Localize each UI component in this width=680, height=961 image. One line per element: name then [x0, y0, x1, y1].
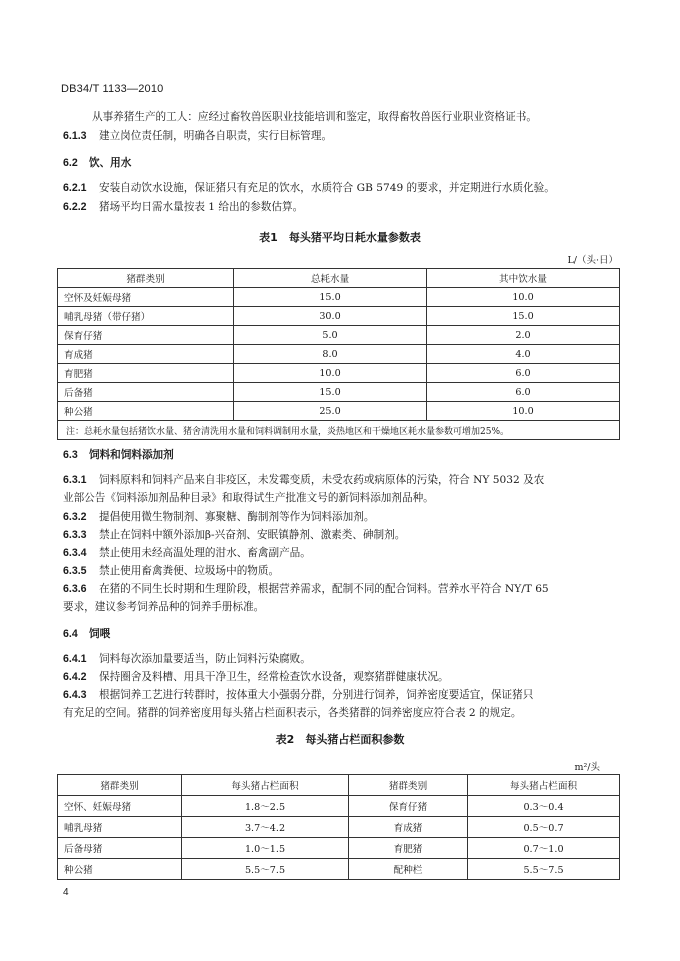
table-row: [58, 345, 620, 364]
table-cell: 1.0～1.5: [182, 838, 349, 859]
table-cell: 哺乳母猪: [58, 817, 182, 838]
clause-text: 猪场平均日需水量按表 1 给出的参数估算。: [99, 201, 304, 213]
clause-text: 保持圈舍及料槽、用具干净卫生，经常检查饮水设备，观察猪群健康状况。: [99, 671, 449, 683]
clause-6-3-5: [63, 564, 279, 578]
section-6-2-heading: [63, 156, 131, 170]
table1: [57, 268, 620, 440]
clause-number: 6.3.5: [63, 565, 87, 577]
table-cell: 0.7～1.0: [468, 838, 620, 859]
table-cell: 1.8～2.5: [182, 796, 349, 817]
clause-number: 6.1.3: [63, 130, 87, 142]
table2-unit: m²/头: [574, 762, 600, 773]
table-row: [58, 817, 620, 838]
clause-number: 6.2.1: [63, 182, 87, 194]
clause-number: 6.3.3: [63, 529, 87, 541]
clause-6-4-1: [63, 652, 311, 666]
clause-number: 6.4.2: [63, 671, 87, 683]
table1-unit: L/（头·日）: [567, 255, 618, 266]
table-cell: 6.0: [427, 383, 620, 402]
table-cell: 4.0: [427, 345, 620, 364]
table-cell: 0.3～0.4: [468, 796, 620, 817]
clause-6-4-3: [63, 688, 533, 702]
table-cell: 育成猪: [349, 817, 468, 838]
table-cell: 5.0: [234, 326, 427, 345]
table-header-row: [58, 269, 620, 288]
table-cell: 哺乳母猪（带仔猪）: [58, 307, 234, 326]
table2: [57, 774, 620, 880]
clause-text: 提倡使用微生物制剂、寡聚糖、酶制剂等作为饲料添加剂。: [99, 511, 375, 523]
section-title: 饲喂: [89, 628, 111, 640]
table-cell: 25.0: [234, 402, 427, 421]
table-row: [58, 796, 620, 817]
table-cell: 5.5～7.5: [468, 859, 620, 880]
clause-number: 6.3.1: [63, 474, 87, 486]
table-row: [58, 364, 620, 383]
table-cell: 3.7～4.2: [182, 817, 349, 838]
intro-paragraph: 从事养猪生产的工人：应经过畜牧兽医职业技能培训和鉴定，取得畜牧兽医行业职业资格证书。: [92, 111, 537, 123]
clause-6-3-2: [63, 510, 374, 524]
clause-text-line1: 饲料原料和饲料产品来自非疫区，未发霉变质，未受农药或病原体的污染，符合 NY 5032 及农: [99, 474, 545, 486]
column-header: 每头猪占栏面积: [182, 775, 349, 796]
table-row: [58, 307, 620, 326]
column-header: 其中饮水量: [427, 269, 620, 288]
table-cell: 后备猪: [58, 383, 234, 402]
section-6-3-heading: [63, 448, 174, 462]
section-title: 饲料和饲料添加剂: [89, 449, 174, 461]
clause-text-line1: 在猪的不同生长时期和生理阶段，根据营养需求，配制不同的配合饲料。营养水平符合 NY/T 65: [99, 583, 549, 595]
column-header: 猪群类别: [58, 269, 234, 288]
clause-number: 6.4.1: [63, 653, 87, 665]
clause-number: 6.3.2: [63, 511, 87, 523]
clause-6-1-3: [63, 129, 332, 143]
clause-text: 禁止使用畜禽粪便、垃圾场中的物质。: [99, 565, 280, 577]
table-row: [58, 838, 620, 859]
table-cell: 15.0: [234, 383, 427, 402]
table-cell: 育成猪: [58, 345, 234, 364]
table2-caption: 表2 每头猪占栏面积参数: [275, 733, 405, 746]
clause-text: 建立岗位责任制，明确各自职责，实行目标管理。: [99, 130, 333, 142]
clause-number: 6.4.3: [63, 689, 87, 701]
clause-6-3-1-cont: 业部公告《饲料添加剂品种目录》和取得试生产批准文号的新饲料添加剂品种。: [63, 492, 434, 504]
table-cell: 保育仔猪: [349, 796, 468, 817]
table-row: [58, 288, 620, 307]
clause-6-3-4: [63, 546, 311, 560]
table-row: [58, 326, 620, 345]
clause-number: 6.2.2: [63, 201, 87, 213]
page-number: 4: [63, 887, 69, 898]
table-header-row: [58, 775, 620, 796]
table-cell: 保育仔猪: [58, 326, 234, 345]
table-cell: 种公猪: [58, 859, 182, 880]
table-cell: 空怀及妊娠母猪: [58, 288, 234, 307]
table-cell: 10.0: [427, 288, 620, 307]
clause-6-3-6-cont: 要求，建议参考饲养品种的饲养手册标准。: [63, 601, 265, 613]
clause-text-line1: 根据饲养工艺进行转群时，按体重大小强弱分群，分别进行饲养，饲养密度要适宜，保证猪只: [99, 689, 534, 701]
clause-6-2-1: [63, 181, 555, 195]
clause-text: 禁止使用未经高温处理的泔水、畜禽副产品。: [99, 547, 311, 559]
table-cell: 15.0: [234, 288, 427, 307]
section-6-4-heading: [63, 627, 110, 641]
table-cell: 10.0: [427, 402, 620, 421]
column-header: 猪群类别: [58, 775, 182, 796]
table-cell: 2.0: [427, 326, 620, 345]
clause-6-4-2: [63, 670, 449, 684]
table-cell: 育肥猪: [349, 838, 468, 859]
table-cell: 空怀、妊娠母猪: [58, 796, 182, 817]
table1-caption: 表1 每头猪平均日耗水量参数表: [259, 231, 421, 244]
table-cell: 育肥猪: [58, 364, 234, 383]
table-cell: 种公猪: [58, 402, 234, 421]
clause-6-3-3: [63, 528, 405, 542]
clause-6-3-6: [63, 582, 549, 596]
clause-6-4-3-cont: 有充足的空间。猪群的饲养密度用每头猪占栏面积表示，各类猪群的饲养密度应符合表 2 的规定。: [63, 707, 522, 719]
table-cell: 8.0: [234, 345, 427, 364]
document-code-header: DB34/T 1133—2010: [61, 83, 164, 95]
column-header: 每头猪占栏面积: [468, 775, 620, 796]
clause-text: 禁止在饲料中额外添加β-兴奋剂、安眠镇静剂、激素类、砷制剂。: [99, 529, 406, 541]
table1-note: 注：总耗水量包括猪饮水量、猪舍清洗用水量和饲料调制用水量，炎热地区和干燥地区耗水量参数可增加25%。: [58, 421, 620, 440]
table-row: [58, 383, 620, 402]
section-number: 6.2: [63, 157, 78, 169]
table-cell: 6.0: [427, 364, 620, 383]
table-cell: 后备母猪: [58, 838, 182, 859]
column-header: 猪群类别: [349, 775, 468, 796]
table-cell: 配种栏: [349, 859, 468, 880]
table-cell: 5.5～7.5: [182, 859, 349, 880]
table-cell: 30.0: [234, 307, 427, 326]
section-number: 6.3: [63, 449, 78, 461]
table-cell: 15.0: [427, 307, 620, 326]
table-row: [58, 859, 620, 880]
clause-number: 6.3.6: [63, 583, 87, 595]
table-note-row: [58, 421, 620, 440]
clause-text: 安装自动饮水设施，保证猪只有充足的饮水，水质符合 GB 5749 的要求，并定期进行水质化验。: [99, 182, 555, 194]
column-header: 总耗水量: [234, 269, 427, 288]
section-title: 饮、用水: [89, 157, 132, 169]
section-number: 6.4: [63, 628, 78, 640]
table-cell: 0.5～0.7: [468, 817, 620, 838]
table-row: [58, 402, 620, 421]
clause-text: 饲料每次添加量要适当，防止饲料污染腐败。: [99, 653, 311, 665]
table-cell: 10.0: [234, 364, 427, 383]
clause-6-3-1: [63, 473, 544, 487]
clause-number: 6.3.4: [63, 547, 87, 559]
clause-6-2-2: [63, 200, 303, 214]
